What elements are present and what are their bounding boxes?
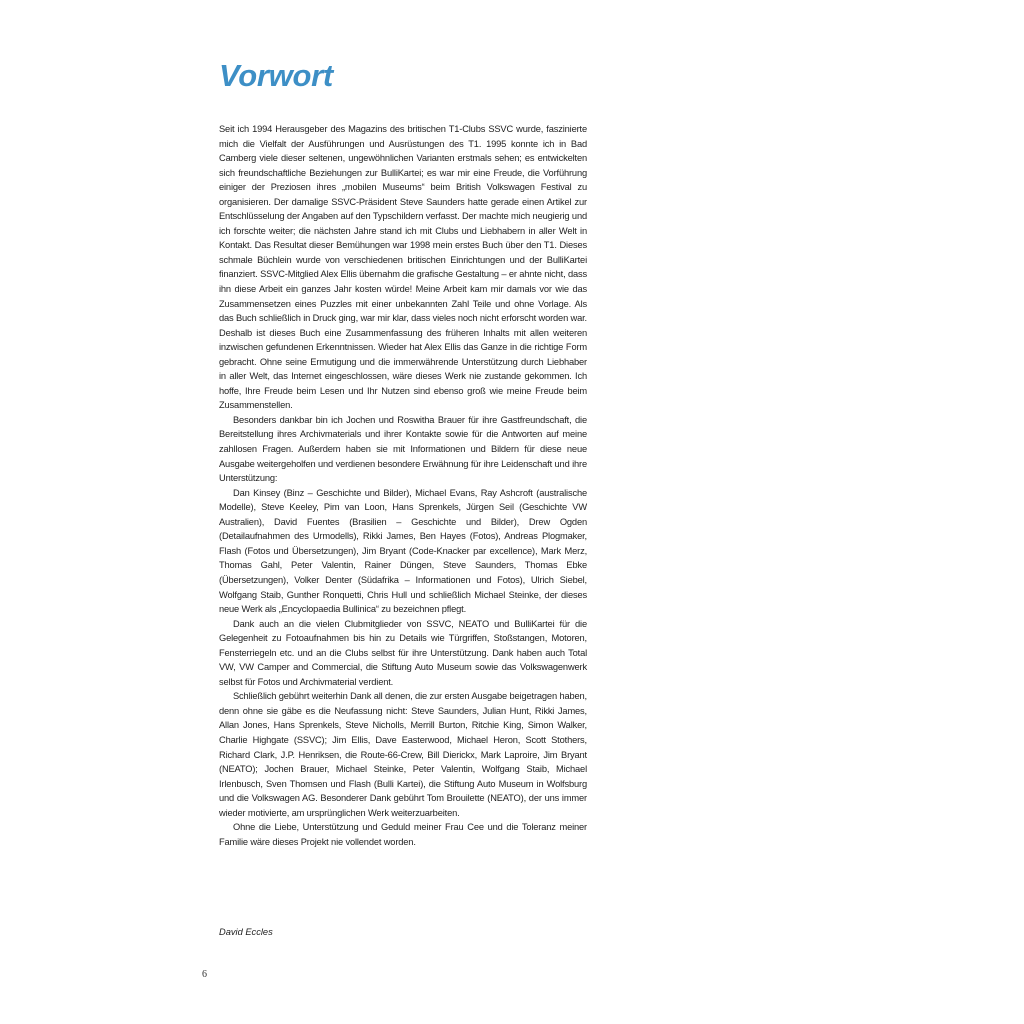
author-signature: David Eccles <box>219 927 273 937</box>
paragraph-5: Schließlich gebührt weiterhin Dank all denen, die zur ersten Ausgabe beigetragen haben, denn ohne sie gäbe es die Neufassung nicht: Steve Saunders, Julian Hunt, Rikki James, Allan Jones, Hans Sprenkels, Steve Nicholls, Merrill Burton, Ritchie King, Simon Walker, Charlie Highgate (SSVC); Jim Ellis, Dave Easterwood, Michael Heron, Scott Stothers, Richard Clark, J.P. Henriksen, die Route-66-Crew, Bill Dierickx, Mark Laproire, Jim Bryant (NEATO); Jochen Brauer, Michael Steinke, Peter Valentin, Wolfgang Staib, Michael Irlenbusch, Sven Thomsen und Flash (Bulli Kartei), die Stiftung Auto Museum in Wolfsburg und die Volkswagen AG. Besonderer Dank gebührt Tom Brouilette (NEATO), der uns immer wieder motivierte, am ursprünglichen Werk weiterzuarbeiten. <box>219 691 587 818</box>
paragraph-3: Dan Kinsey (Binz – Geschichte und Bilder), Michael Evans, Ray Ashcroft (australische Modelle), Steve Keeley, Pim van Loon, Hans Sprenkels, Jürgen Seil (Geschichte VW Australien), David Fuentes (Brasilien – Geschichte und Bilder), Drew Ogden (Detailaufnahmen des Urmodells), Rikki James, Ben Hayes (Fotos), Andreas Plogmaker, Flash (Fotos und Übersetzungen), Jim Bryant (Code-Knacker par excellence), Mark Merz, Thomas Gahl, Peter Valentin, Rainer Düngen, Steve Saunders, Thomas Ebke (Übersetzungen), Volker Denter (Südafrika – Informationen und Fotos), Ulrich Siebel, Wolfgang Staib, Gunther Ronquetti, Chris Hull und schließlich Michael Steinke, der dieses neue Werk als „Encyclopaedia Bullinica“ zu bezeichnen pflegt. <box>219 487 587 615</box>
paragraph-1: Seit ich 1994 Herausgeber des Magazins des britischen T1-Clubs SSVC wurde, faszinierte mich die Vielfalt der Ausführungen und Ausrüstungen des T1. 1995 konnte ich in Bad Camberg viele dieser seltenen, ungewöhnlichen Varianten erstmals sehen; es entwickelten sich freundschaftliche Beziehungen zur BulliKartei; es war mir eine Freude, die Vorführung einiger der Preziosen ihres „mobilen Museums“ beim British Volkswagen Festival zu organisieren. Der damalige SSVC-Präsident Steve Saunders hatte gerade einen Artikel zur Entschlüsselung der Angaben auf den Typschildern verfasst. Der machte mich neugierig und ich forschte weiter; die nächsten Jahre stand ich mit Clubs und Liebhabern in aller Welt in Kontakt. Das Resultat dieser Bemühungen war 1998 mein erstes Buch über den T1. Dieses schmale Büchlein wurde von verschiedenen britischen Einrichtungen und der BulliKartei finanziert. SSVC-Mitglied Alex Ellis übernahm die grafische Gestaltung – er ahnte nicht, dass ihn diese Arbeit ein ganzes Jahr kosten würde! Meine Arbeit kam mir damals vor wie das Zusammensetzen eines Puzzles mit einer unbekannten Zahl Teile und ohne Vorlage. Als das Buch schließlich in Druck ging, war mir klar, dass vieles noch nicht erforscht worden war. Deshalb ist dieses Buch eine Zusammenfassung des früheren Inhalts mit allen weiteren inzwischen gefundenen Erkenntnissen. Wieder hat Alex Ellis das Ganze in die richtige Form gebracht. Ohne seine Ermutigung und die immerwährende Unterstützung durch Liebhaber in aller Welt, das Internet eingeschlossen, wäre dieses Werk nie zustande gekommen. Ich hoffe, Ihre Freude beim Lesen und Ihr Nutzen sind ebenso groß wie meine Freude beim Zusammenstellen. <box>219 124 587 411</box>
foreword-body <box>219 122 587 849</box>
page-title: Vorwort <box>219 58 333 93</box>
paragraph-6: Ohne die Liebe, Unterstützung und Geduld meiner Frau Cee und die Toleranz meiner Familie wäre dieses Projekt nie vollendet worden. <box>219 822 587 847</box>
paragraph-2: Besonders dankbar bin ich Jochen und Roswitha Brauer für ihre Gastfreundschaft, die Bereitstellung ihres Archivmaterials und ihrer Kontakte sowie für die Antworten auf meine zahllosen Fragen. Außerdem haben sie mit Informationen und Bildern für diese neue Ausgabe weitergeholfen und verdienen besondere Erwähnung für ihre Leidenschaft und ihre Unterstützung: <box>219 414 587 484</box>
page-number: 6 <box>202 969 207 980</box>
paragraph-4: Dank auch an die vielen Clubmitglieder von SSVC, NEATO und BulliKartei für die Gelegenheit zu Fotoaufnahmen bis hin zu Details wie Türgriffen, Stoßstangen, Motoren, Fensterriegeln etc. und an die Clubs selbst für ihre Unterstützung. Dank haben auch Total VW, VW Camper and Commercial, die Stiftung Auto Museum sowie das Volkswagenwerk selbst für Fotos und Archivmaterial verdient. <box>219 618 587 687</box>
